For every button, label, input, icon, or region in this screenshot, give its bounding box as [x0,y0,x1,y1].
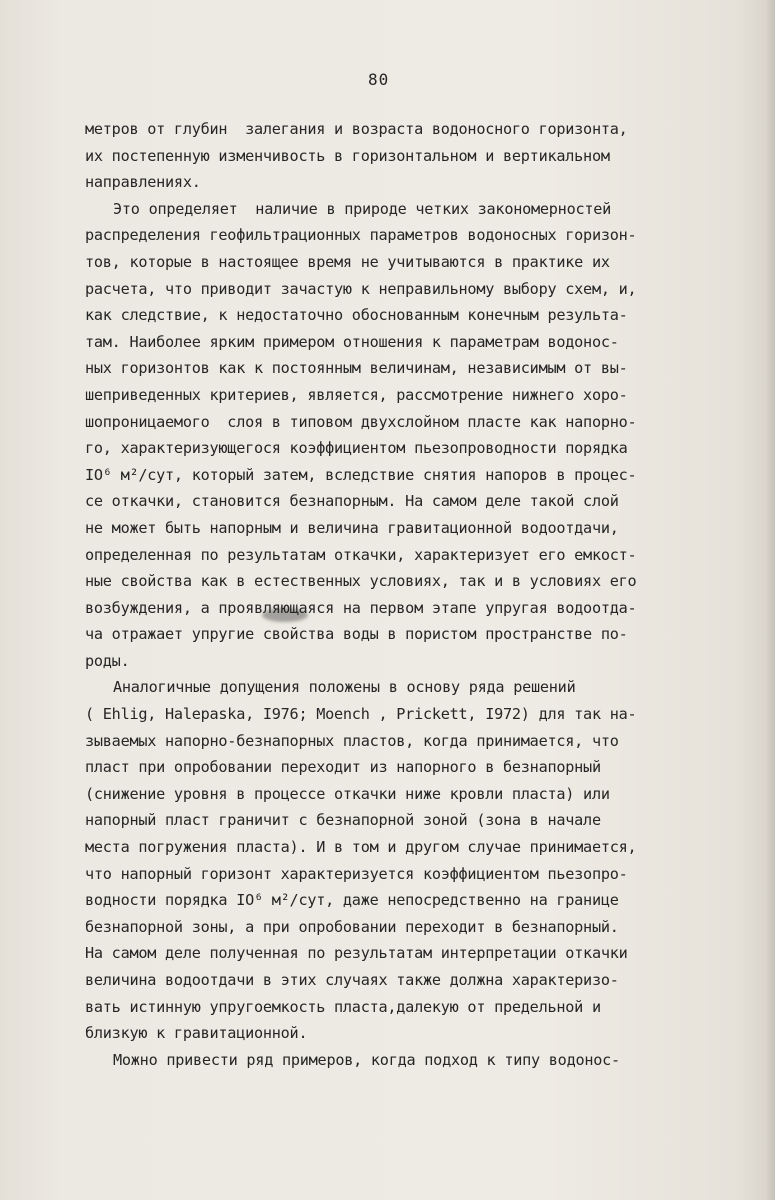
text-line: зываемых напорно-безнапорных пластов, когда принимается, что [85,731,619,750]
text-line: там. Наиболее ярким примером отношения к параметрам водонос- [85,332,619,351]
text-line: расчета, что приводит зачастую к неправильному выбору схем, и, [85,279,637,298]
text-line: что напорный горизонт характеризуется коэффициентом пьезопро- [85,864,628,883]
text-line: ( Ehlig, Halepaska, I976; Moench , Prickett, I972) для так на- [85,705,637,724]
text-line: ча отражает упругие свойства воды в пористом пространстве по- [85,625,628,644]
text-line: На самом деле полученная по результатам интерпретации откачки [85,944,628,963]
text-line: места погружения пласта). И в том и другом случае принимается, [85,838,637,857]
text-line: как следствие, к недостаточно обоснованным конечным результа- [85,306,628,325]
text-line: распределения геофильтрационных параметров водоносных горизон- [85,226,637,245]
text-line: ных горизонтов как к постоянным величинам, независимым от вы- [85,359,628,378]
text-line: возбуждения, а проявляющаяся на первом этапе упругая водоотда- [85,598,637,617]
text-line: го, характеризующегося коэффициентом пьезопроводности порядка [85,439,628,458]
text-line: шопроницаемого слоя в типовом двухслойном пласте как напорно- [85,412,637,431]
page-edge-shadow [765,0,775,1200]
text-line: Аналогичные допущения положены в основу ряда решений [113,678,576,697]
text-line: близкую к гравитационной. [85,1024,308,1043]
text-line: шеприведенных критериев, является, рассмотрение нижнего хоро- [85,385,628,404]
text-line: их постепенную изменчивость в горизонтальном и вертикальном [85,146,610,165]
text-line: ные свойства как в естественных условиях, так и в условиях его [85,572,637,591]
text-line: безнапорной зоны, а при опробовании переходит в безнапорный. [85,917,619,936]
body-text [85,116,745,1073]
text-line: не может быть напорным и величина гравитационной водоотдачи, [85,518,619,537]
text-line: се откачки, становится безнапорным. На самом деле такой слой [85,492,619,511]
page-number: 80 [368,70,390,89]
text-line: Можно привести ряд примеров, когда подход к типу водонос- [113,1050,620,1069]
text-line: пласт при опробовании переходит из напорного в безнапорный [85,758,601,777]
text-line: напорный пласт граничит с безнапорной зоной (зона в начале [85,811,601,830]
text-line: величина водоотдачи в этих случаях также должна характеризо- [85,971,619,989]
text-line: (снижение уровня в процессе откачки ниже кровли пласта) или [85,784,610,803]
text-line: роды. [85,651,130,670]
text-line: Это определяет наличие в природе четких закономерностей [113,199,612,218]
text-line: метров от глубин залегания и возраста водоносного горизонта, [85,120,628,138]
text-line: определенная по результатам откачки, характеризует его емкост- [85,545,637,564]
text-line: вать истинную упругоемкость пласта,далекую от предельной и [85,997,601,1016]
text-line: водности порядка IO⁶ м²/сут, даже непосредственно на границе [85,891,619,910]
text-line: IO⁶ м²/сут, который затем, вследствие снятия напоров в процес- [85,465,637,484]
text-line: тов, которые в настоящее время не учитываются в практике их [85,252,610,271]
text-line: направлениях. [85,173,201,192]
